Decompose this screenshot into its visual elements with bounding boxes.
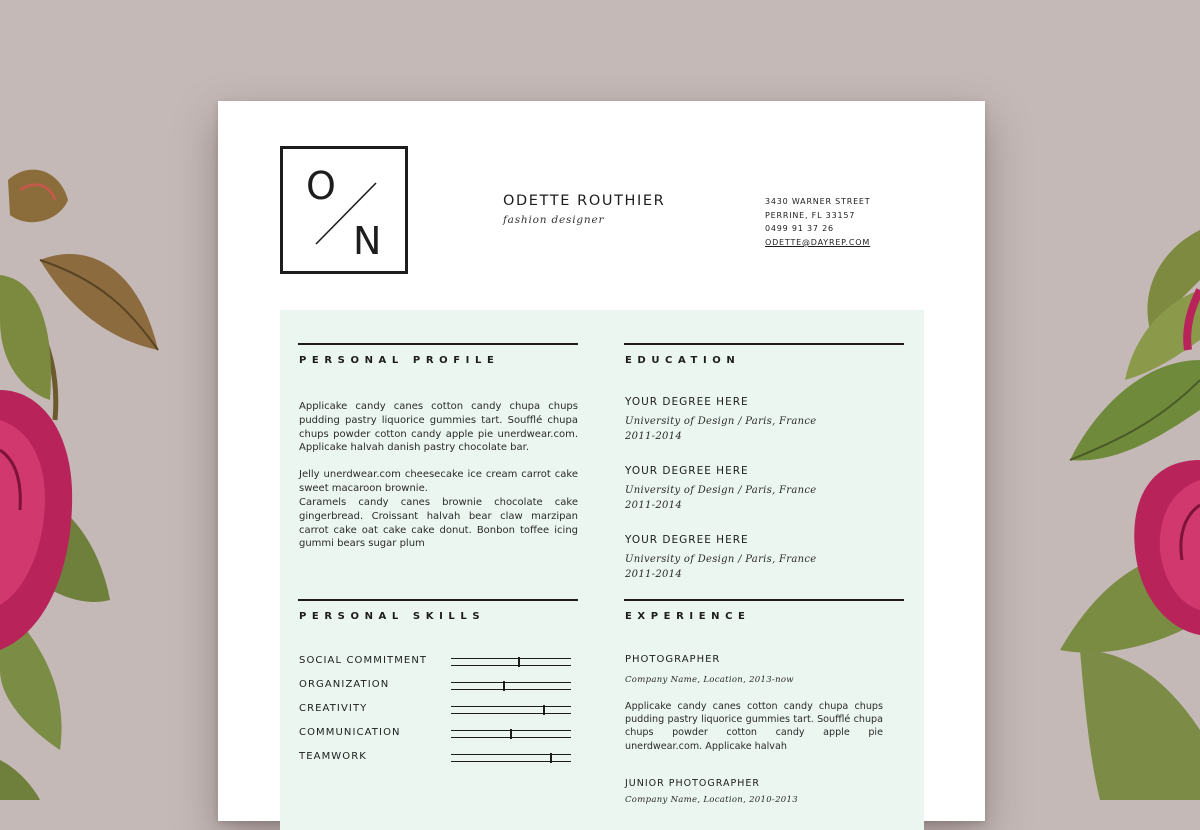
job-company-2: Company Name, Location, 2010-2013 (625, 795, 798, 805)
monogram-first-letter: O (306, 164, 336, 208)
person-role: fashion designer (503, 214, 605, 226)
skill-label-2: ORGANIZATION (299, 679, 390, 690)
rose-illustration-right (1040, 230, 1200, 800)
education-years-2: 2011-2014 (625, 500, 682, 511)
education-years-3: 2011-2014 (625, 569, 682, 580)
profile-section-title: PERSONAL PROFILE (299, 355, 500, 366)
contact-street: 3430 WARNER STREET (765, 197, 871, 206)
profile-paragraph-2: Jelly unerdwear.com cheesecake ice cream carrot cake sweet macaroon brownie. (299, 469, 578, 494)
monogram-logo (280, 146, 408, 274)
skill-label-4: COMMUNICATION (299, 727, 401, 738)
skill-marker (543, 705, 545, 715)
skill-marker (510, 729, 512, 739)
skill-label-5: TEAMWORK (299, 751, 367, 762)
education-years-1: 2011-2014 (625, 431, 682, 442)
resume-page (218, 101, 985, 821)
education-rule (624, 343, 904, 345)
rose-illustration-left (0, 160, 220, 800)
job-company-1: Company Name, Location, 2013-now (625, 675, 794, 685)
monogram-last-letter: N (353, 219, 382, 263)
profile-paragraph-1: Applicake candy canes cotton candy chupa chups pudding pastry liquorice gummies tart. Soufflé chupa chups powder cotton candy apple pie unerdwear.com. Applicake halvah danish pastry chocolate bar. (299, 401, 578, 454)
resume-content-panel (280, 310, 924, 830)
skill-bar-5 (451, 753, 571, 763)
monogram-graphic (283, 149, 405, 271)
person-name: ODETTE ROUTHIER (503, 193, 666, 209)
education-degree-3: YOUR DEGREE HERE (625, 534, 749, 546)
contact-email-link[interactable]: ODETTE@DAYREP.COM (765, 237, 871, 247)
education-degree-2: YOUR DEGREE HERE (625, 465, 749, 477)
profile-paragraph-3: Caramels candy canes brownie chocolate cake gingerbread. Croissant halvah bear claw marzipan carrot cake oat cake cake donut. Bonbon toffee icing gummi bears sugar plum (299, 497, 578, 550)
skill-label-1: SOCIAL COMMITMENT (299, 655, 428, 666)
skill-marker (518, 657, 520, 667)
education-school-1: University of Design / Paris, France (625, 416, 817, 427)
skill-marker (550, 753, 552, 763)
education-school-2: University of Design / Paris, France (625, 485, 817, 496)
skills-section-title: PERSONAL SKILLS (299, 611, 486, 622)
skill-bar-3 (451, 705, 571, 715)
job-title-2: JUNIOR PHOTOGRAPHER (625, 778, 760, 789)
job-title-1: PHOTOGRAPHER (625, 654, 721, 665)
experience-rule (624, 599, 904, 601)
profile-rule (298, 343, 578, 345)
contact-phone: 0499 91 37 26 (765, 224, 834, 234)
skill-marker (503, 681, 505, 691)
skill-bar-2 (451, 681, 571, 691)
contact-block (765, 195, 870, 249)
job-description-1: Applicake candy canes cotton candy chupa chups pudding pastry liquorice gummies tart. Soufflé chupa chups powder cotton candy apple pie unerdwear.com. Applicake halvah (625, 701, 883, 752)
header-name-block (503, 193, 665, 226)
skill-bar-4 (451, 729, 571, 739)
experience-section-title: EXPERIENCE (625, 611, 751, 622)
contact-city: PERRINE, FL 33157 (765, 210, 856, 220)
education-degree-1: YOUR DEGREE HERE (625, 396, 749, 408)
skills-rule (298, 599, 578, 601)
skill-bar-1 (451, 657, 571, 667)
education-section-title: EDUCATION (625, 355, 741, 366)
skill-label-3: CREATIVITY (299, 703, 368, 714)
education-school-3: University of Design / Paris, France (625, 554, 817, 565)
